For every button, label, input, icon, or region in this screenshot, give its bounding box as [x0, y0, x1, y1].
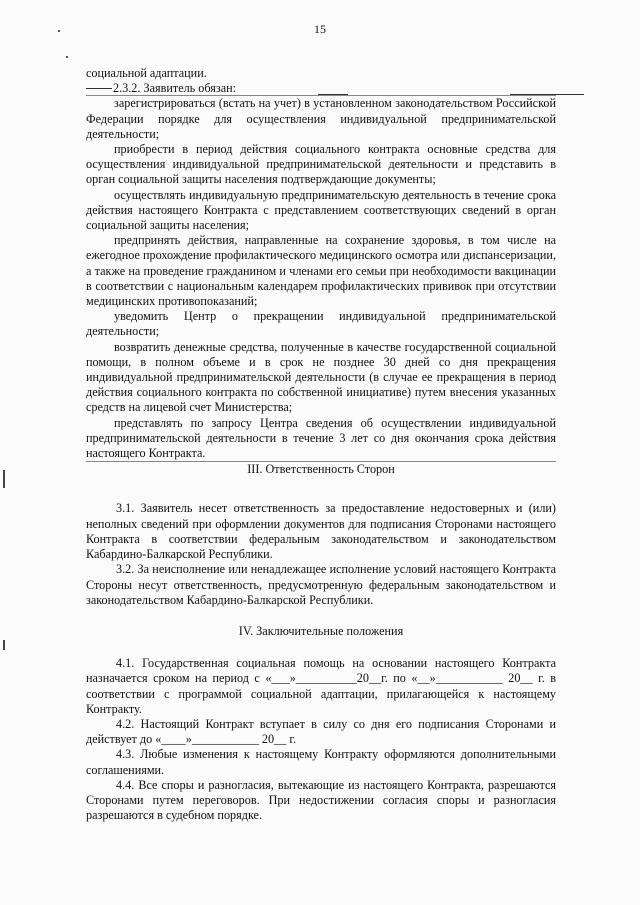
scan-speck [58, 30, 60, 32]
section-3-paragraph: 3.2. За неисполнение или ненадлежащее исполнение условий настоящего Контракта Стороны несут ответственность, предусмотренную федеральным законодательством и законодательством Кабардино-Балкарской Республики. [86, 562, 556, 607]
section-4-paragraph: 4.3. Любые изменения к настоящему Контракту оформляются дополнительными соглашениями. [86, 747, 556, 777]
section-4-title: IV. Заключительные положения [238, 623, 404, 638]
clause-2-3-2-label: 2.3.2. Заявитель обязан: [113, 81, 237, 96]
underline-mark [86, 88, 112, 89]
obligation-item: зарегистрироваться (встать на учет) в установленном законодательством Российской Федерации порядке для осуществления индивидуальной предпринимательской деятельности; [86, 96, 556, 141]
obligation-item: предпринять действия, направленные на сохранение здоровья, в том числе на ежегодное прохождение профилактического медицинского осмотра или диспансеризации, а также на проведение гражданином и членами его семьи при необходимости вакцинации в соответствии с национальным календарем профилактических прививок при отсутствии медицинских противопоказаний; [86, 233, 556, 309]
section-4-paragraph: 4.1. Государственная социальная помощь на основании настоящего Контракта назначается сроком на период с «___»__________20__г. по «__»___________ 20__ г. в соответствии с программой социальной адаптации, прилагающейся к настоящему Контракту. [86, 656, 556, 716]
obligation-item: возвратить денежные средства, полученные в качестве государственной социальной помощи, в полном объеме и в срок не позднее 30 дней со дня прекращения индивидуальной предпринимательской деятельности (в случае ее прекращения в период действия социального контракта по собственной инициативе) путем внесения указанных средств на лицевой счет Министерства; [86, 339, 556, 415]
obligation-item: представлять по запросу Центра сведения об осуществлении индивидуальной предпринимательской деятельности в течение 3 лет со дня окончания срока действия настоящего Контракта. [86, 415, 556, 461]
obligation-item: осуществлять индивидуальную предпринимательскую деятельность в течение срока действия настоящего Контракта с представлением соответствующих сведений в орган социальной защиты населения; [86, 187, 556, 233]
obligation-item: приобрести в период действия социального контракта основные средства для осуществления индивидуальной предпринимательской деятельности и представить в орган социальной защиты населения подтверждающие документы; [86, 142, 556, 187]
clause-2-3-2 [86, 81, 556, 96]
continuation-text: социальной адаптации. [86, 66, 207, 80]
scan-edge-mark [3, 640, 5, 650]
section-4-paragraph: 4.4. Все споры и разногласия, вытекающие из настоящего Контракта, разрешаются Сторонами путем переговоров. При недостижении согласия споры и разногласия разрешаются в судебном порядке. [86, 777, 556, 823]
scan-speck [66, 56, 68, 58]
scan-edge-mark [3, 470, 5, 488]
section-4-paragraph: 4.2. Настоящий Контракт вступает в силу со дня его подписания Сторонами и действует до «____»___________ 20__ г. [86, 716, 556, 747]
section-3-paragraph: 3.1. Заявитель несет ответственность за предоставление недостоверных и (или) неполных сведений при оформлении документов для подписания Сторонами настоящего Контракта в соответствии федеральным законодательством и законодательством Кабардино-Балкарской Республики. [86, 501, 556, 562]
section-3-title: III. Ответственность Сторон [247, 462, 395, 477]
document-body [86, 66, 556, 823]
page-number: 15 [314, 22, 326, 36]
obligation-item: уведомить Центр о прекращении индивидуальной предпринимательской деятельности; [86, 309, 556, 339]
obligations-list [86, 95, 556, 462]
